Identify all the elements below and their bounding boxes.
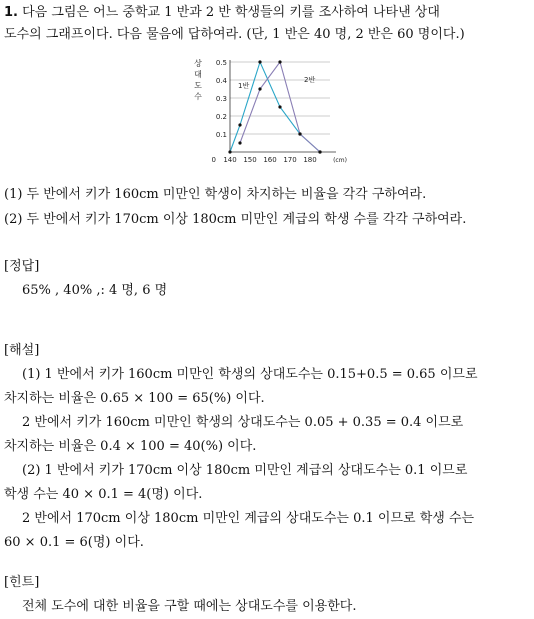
answer-header: [정답] xyxy=(4,259,40,274)
y-tick-label: 0.4 xyxy=(215,77,227,85)
explanation-line: 2 반에서 키가 160cm 미만인 학생의 상대도수는 0.05 + 0.35 = 0.4 이므로 xyxy=(22,415,464,430)
data-point xyxy=(228,150,231,153)
explanation-line: 60 × 0.1 = 6(명) 이다. xyxy=(4,535,144,550)
explanation-line: 2 반에서 170cm 이상 180cm 미만인 계급의 상대도수는 0.1 이므로 학생 수는 xyxy=(22,511,475,526)
series-label-1: 1반 xyxy=(238,82,250,90)
explanation-line: 차지하는 비율은 0.65 × 100 = 65(%) 이다. xyxy=(4,391,265,406)
explanation-line: 학생 수는 40 × 0.1 = 4(명) 이다. xyxy=(4,487,203,502)
data-point xyxy=(238,123,241,126)
x-tick-label: 180 xyxy=(303,156,317,164)
y-tick-label: 0 xyxy=(211,156,216,164)
x-tick-label: 170 xyxy=(283,156,297,164)
x-unit-label: (cm) xyxy=(333,157,347,164)
y-axis-label-char: 도 xyxy=(194,81,202,90)
hint-text: 전체 도수에 대한 비율을 구할 때에는 상대도수를 이용한다. xyxy=(22,599,357,614)
data-point xyxy=(298,132,301,135)
question-1: (1) 두 반에서 키가 160cm 미만인 학생이 차지하는 비율을 각각 구하여라. xyxy=(4,187,427,202)
data-point xyxy=(258,60,261,63)
y-tick-label: 0.1 xyxy=(215,131,227,139)
x-tick-label: 140 xyxy=(223,156,237,164)
x-tick-label: 150 xyxy=(243,156,257,164)
explanation-header: [해설] xyxy=(4,343,40,358)
relative-frequency-chart xyxy=(188,54,348,166)
x-tick-label: 160 xyxy=(263,156,277,164)
data-point xyxy=(278,60,281,63)
data-point xyxy=(238,141,241,144)
explanation-line: (1) 1 반에서 키가 160cm 미만인 학생의 상대도수는 0.15+0.5 = 0.65 이므로 xyxy=(22,367,478,382)
y-axis-label-char: 대 xyxy=(194,70,202,79)
explanation-line: 차지하는 비율은 0.4 × 100 = 40(%) 이다. xyxy=(4,439,257,454)
data-point xyxy=(318,150,321,153)
y-axis-label-char: 상 xyxy=(194,59,202,68)
problem-number: 1. xyxy=(4,5,18,20)
data-point xyxy=(278,105,281,108)
hint-header: [힌트] xyxy=(4,575,40,590)
y-tick-label: 0.5 xyxy=(215,59,227,67)
explanation-line: (2) 1 반에서 키가 170cm 이상 180cm 미만인 계급의 상대도수는 0.1 이므로 xyxy=(22,463,468,478)
y-tick-label: 0.3 xyxy=(215,95,227,103)
y-tick-label: 0.2 xyxy=(215,113,227,121)
problem-text-1: 다음 그림은 어느 중학교 1 반과 2 반 학생들의 키를 조사하여 나타낸 상대 xyxy=(22,5,440,20)
question-2: (2) 두 반에서 키가 170cm 이상 180cm 미만인 계급의 학생 수를 각각 구하여라. xyxy=(4,212,467,227)
series-label-2: 2반 xyxy=(304,76,316,84)
data-point xyxy=(258,87,261,90)
problem-text-2: 도수의 그래프이다. 다음 물음에 답하여라. (단, 1 반은 40 명, 2 반은 60 명이다.) xyxy=(4,27,465,42)
problem-line-1 xyxy=(4,4,440,22)
y-axis-label-char: 수 xyxy=(194,92,202,101)
answer-text: 65% , 40% ,: 4 명, 6 명 xyxy=(22,283,168,298)
